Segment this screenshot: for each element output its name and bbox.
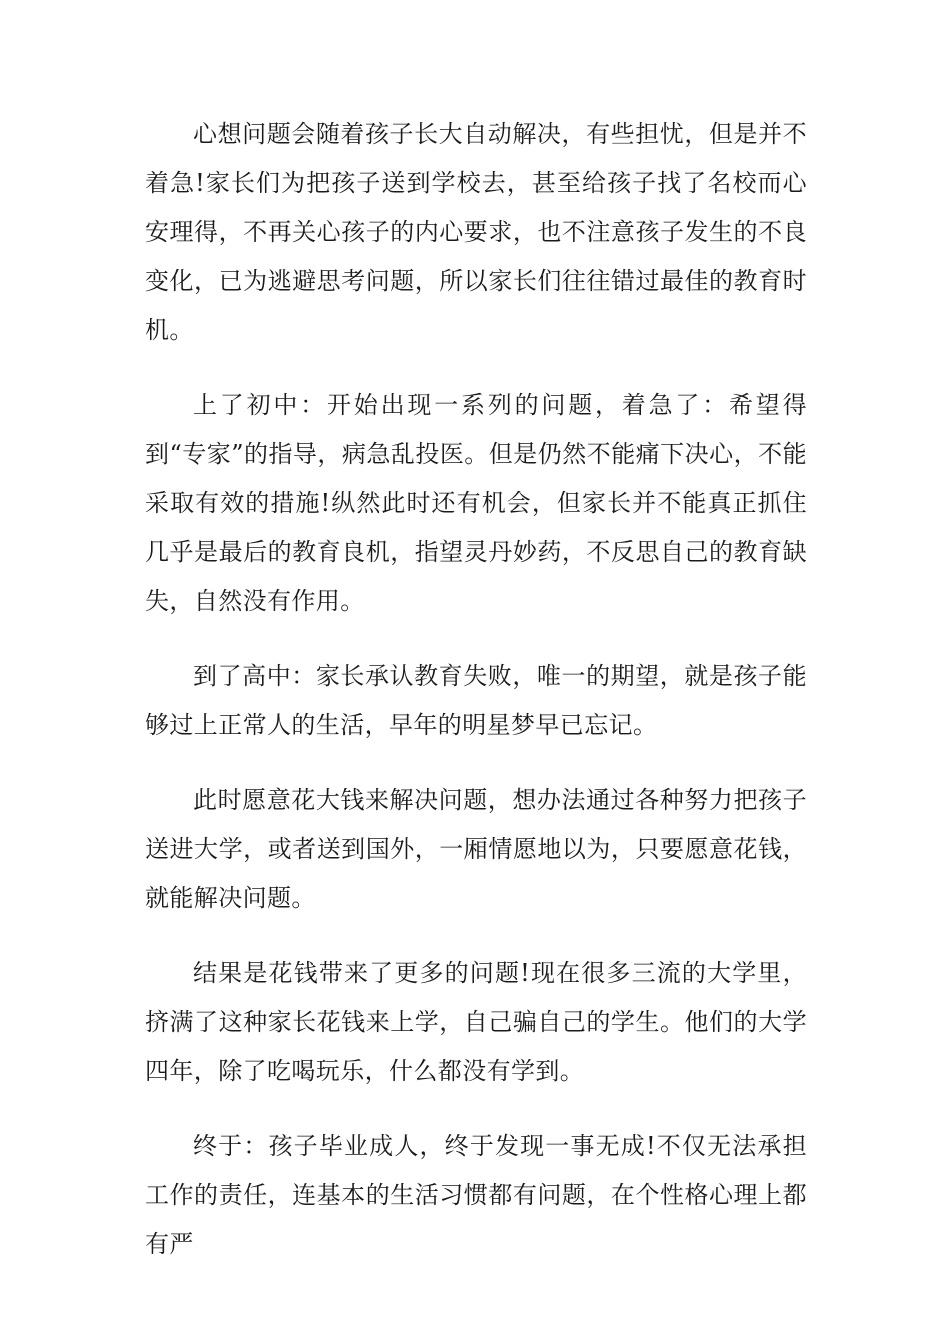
- document-body: [145, 110, 807, 1295]
- paragraph-3: 到了高中：家长承认教育失败，唯一的期望，就是孩子能够过上正常人的生活，早年的明星梦早已忘记。: [145, 662, 807, 739]
- paragraph-4: 此时愿意花大钱来解决问题，想办法通过各种努力把孩子送进大学，或者送到国外，一厢情愿地以为，只要愿意花钱，就能解决问题。: [145, 786, 807, 912]
- paragraph-5: 结果是花钱带来了更多的问题!现在很多三流的大学里，挤满了这种家长花钱来上学，自己骗自己的学生。他们的大学四年，除了吃喝玩乐，什么都没有学到。: [145, 959, 807, 1085]
- paragraph-2: 上了初中：开始出现一系列的问题，着急了：希望得到“专家”的指导，病急乱投医。但是仍然不能痛下决心，不能采取有效的措施!纵然此时还有机会，但家长并不能真正抓住几乎是最后的教育良机，指望灵丹妙药，不反思自己的教育缺失，自然没有作用。: [145, 391, 807, 615]
- paragraph-1: 心想问题会随着孩子长大自动解决，有些担忧，但是并不着急!家长们为把孩子送到学校去，甚至给孩子找了名校而心安理得，不再关心孩子的内心要求，也不注意孩子发生的不良变化，已为逃避思考问题，所以家长们往往错过最佳的教育时机。: [145, 120, 807, 344]
- paragraph-6: 终于：孩子毕业成人，终于发现一事无成!不仅无法承担工作的责任，连基本的生活习惯都有问题，在个性格心理上都有严: [145, 1132, 807, 1258]
